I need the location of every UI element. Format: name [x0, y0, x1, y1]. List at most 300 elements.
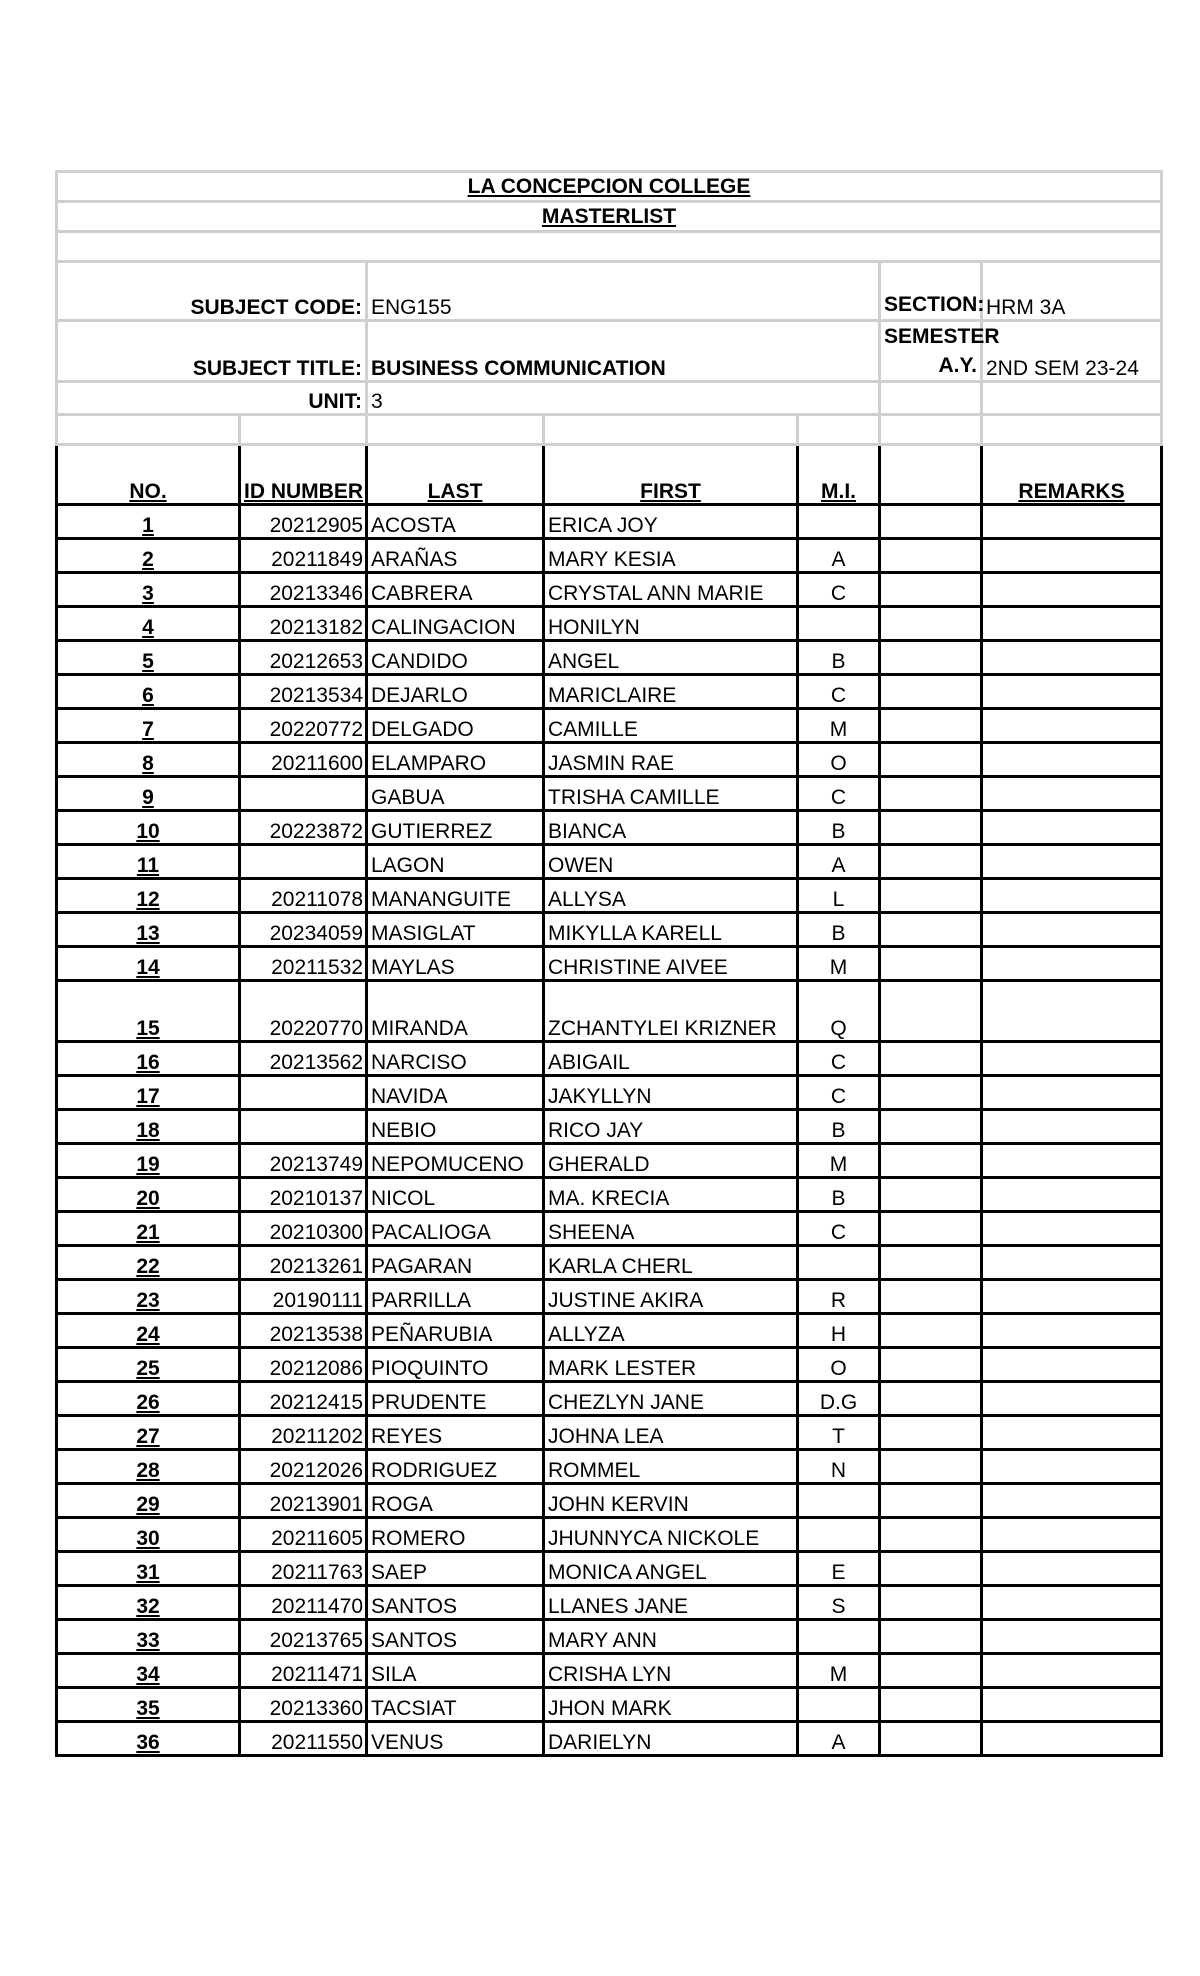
- middle-initial-cell: [798, 1484, 880, 1518]
- id-number-cell: [240, 845, 367, 879]
- id-number-cell: 20211600: [240, 743, 367, 777]
- unit-value: 3: [367, 382, 880, 415]
- table-row: [57, 743, 1162, 777]
- table-row: [57, 1348, 1162, 1382]
- last-name-cell: MANANGUITE: [367, 879, 544, 913]
- last-name-cell: MIRANDA: [367, 981, 544, 1042]
- id-number-cell: 20213261: [240, 1246, 367, 1280]
- blank-cell: [880, 913, 982, 947]
- middle-initial-cell: D.G: [798, 1382, 880, 1416]
- first-name-cell: ANGEL: [544, 641, 798, 675]
- id-number-cell: 20213360: [240, 1688, 367, 1722]
- table-row: [57, 1450, 1162, 1484]
- last-name-cell: LAGON: [367, 845, 544, 879]
- middle-initial-cell: A: [798, 845, 880, 879]
- last-name-cell: MAYLAS: [367, 947, 544, 981]
- first-name-cell: JAKYLLYN: [544, 1076, 798, 1110]
- remarks-cell: [982, 1110, 1162, 1144]
- last-name-cell: SANTOS: [367, 1620, 544, 1654]
- empty-cell: [982, 415, 1162, 445]
- last-name-cell: NICOL: [367, 1178, 544, 1212]
- empty-cell: [880, 415, 982, 445]
- middle-initial-cell: B: [798, 1178, 880, 1212]
- remarks-cell: [982, 1178, 1162, 1212]
- id-number-cell: [240, 1076, 367, 1110]
- first-name-cell: JOHNA LEA: [544, 1416, 798, 1450]
- remarks-cell: [982, 607, 1162, 641]
- remarks-cell: [982, 1212, 1162, 1246]
- remarks-cell: [982, 1246, 1162, 1280]
- first-name-cell: CHRISTINE AIVEE: [544, 947, 798, 981]
- last-name-cell: SANTOS: [367, 1586, 544, 1620]
- first-name-cell: SHEENA: [544, 1212, 798, 1246]
- table-row: [57, 1110, 1162, 1144]
- blank-cell: [880, 879, 982, 913]
- first-name-cell: ZCHANTYLEI KRIZNER: [544, 981, 798, 1042]
- row-number: 8: [57, 743, 240, 777]
- remarks-cell: [982, 1144, 1162, 1178]
- remarks-cell: [982, 981, 1162, 1042]
- id-number-cell: 20211763: [240, 1552, 367, 1586]
- blank-cell: [880, 1654, 982, 1688]
- row-number: 19: [57, 1144, 240, 1178]
- remarks-cell: [982, 505, 1162, 539]
- last-name-cell: RODRIGUEZ: [367, 1450, 544, 1484]
- first-name-cell: JUSTINE AKIRA: [544, 1280, 798, 1314]
- row-number: 22: [57, 1246, 240, 1280]
- table-row: [57, 1382, 1162, 1416]
- first-name-cell: TRISHA CAMILLE: [544, 777, 798, 811]
- last-name-cell: GUTIERREZ: [367, 811, 544, 845]
- first-name-cell: GHERALD: [544, 1144, 798, 1178]
- last-name-cell: DELGADO: [367, 709, 544, 743]
- id-number-cell: 20213346: [240, 573, 367, 607]
- middle-initial-cell: C: [798, 675, 880, 709]
- middle-initial-cell: C: [798, 573, 880, 607]
- empty-cell: [880, 382, 982, 415]
- first-name-cell: JASMIN RAE: [544, 743, 798, 777]
- middle-initial-cell: [798, 505, 880, 539]
- id-number-cell: [240, 777, 367, 811]
- blank-cell: [880, 1484, 982, 1518]
- blank-cell: [880, 1688, 982, 1722]
- first-name-cell: JHON MARK: [544, 1688, 798, 1722]
- row-number: 29: [57, 1484, 240, 1518]
- last-name-cell: PEÑARUBIA: [367, 1314, 544, 1348]
- first-name-cell: MARY KESIA: [544, 539, 798, 573]
- middle-initial-cell: Q: [798, 981, 880, 1042]
- last-name-cell: NARCISO: [367, 1042, 544, 1076]
- remarks-cell: [982, 1076, 1162, 1110]
- last-name-cell: SAEP: [367, 1552, 544, 1586]
- blank-cell: [880, 641, 982, 675]
- col-header-last: LAST: [367, 445, 544, 505]
- empty-cell: [367, 415, 544, 445]
- subject-code-label: SUBJECT CODE:: [57, 262, 367, 321]
- row-number: 15: [57, 981, 240, 1042]
- subject-title-value: BUSINESS COMMUNICATION: [367, 321, 880, 382]
- table-row: [57, 1076, 1162, 1110]
- id-number-cell: 20211550: [240, 1722, 367, 1756]
- blank-cell: [880, 1144, 982, 1178]
- student-list: [57, 445, 1162, 1756]
- blank-cell: [880, 777, 982, 811]
- blank-cell: [880, 1110, 982, 1144]
- row-number: 28: [57, 1450, 240, 1484]
- id-number-cell: 20212905: [240, 505, 367, 539]
- blank-cell: [880, 811, 982, 845]
- first-name-cell: HONILYN: [544, 607, 798, 641]
- row-number: 32: [57, 1586, 240, 1620]
- row-number: 14: [57, 947, 240, 981]
- row-number: 18: [57, 1110, 240, 1144]
- row-number: 27: [57, 1416, 240, 1450]
- col-header-id-number: ID NUMBER: [240, 445, 367, 505]
- first-name-cell: MARK LESTER: [544, 1348, 798, 1382]
- first-name-cell: MARICLAIRE: [544, 675, 798, 709]
- middle-initial-cell: B: [798, 641, 880, 675]
- table-row: [57, 811, 1162, 845]
- middle-initial-cell: L: [798, 879, 880, 913]
- last-name-cell: SILA: [367, 1654, 544, 1688]
- table-row: [57, 1620, 1162, 1654]
- remarks-cell: [982, 1280, 1162, 1314]
- table-row: [57, 1280, 1162, 1314]
- last-name-cell: PRUDENTE: [367, 1382, 544, 1416]
- id-number-cell: 20213562: [240, 1042, 367, 1076]
- first-name-cell: CRYSTAL ANN MARIE: [544, 573, 798, 607]
- col-header-mi: M.I.: [798, 445, 880, 505]
- middle-initial-cell: B: [798, 811, 880, 845]
- remarks-cell: [982, 879, 1162, 913]
- blank-cell: [880, 1314, 982, 1348]
- middle-initial-cell: [798, 607, 880, 641]
- id-number-cell: 20211605: [240, 1518, 367, 1552]
- first-name-cell: MONICA ANGEL: [544, 1552, 798, 1586]
- row-number: 12: [57, 879, 240, 913]
- id-number-cell: 20213901: [240, 1484, 367, 1518]
- row-number: 31: [57, 1552, 240, 1586]
- middle-initial-cell: [798, 1246, 880, 1280]
- middle-initial-cell: A: [798, 1722, 880, 1756]
- semester-value: 2ND SEM 23-24: [982, 321, 1162, 382]
- table-row: [57, 1722, 1162, 1756]
- row-number: 34: [57, 1654, 240, 1688]
- remarks-cell: [982, 1382, 1162, 1416]
- semester-label: SEMESTER A.Y.: [880, 321, 982, 382]
- remarks-cell: [982, 1586, 1162, 1620]
- table-row: [57, 573, 1162, 607]
- remarks-cell: [982, 743, 1162, 777]
- remarks-cell: [982, 947, 1162, 981]
- blank-cell: [880, 1416, 982, 1450]
- unit-label: UNIT:: [57, 382, 367, 415]
- blank-cell: [880, 539, 982, 573]
- blank-cell: [880, 1280, 982, 1314]
- remarks-cell: [982, 1450, 1162, 1484]
- last-name-cell: ROMERO: [367, 1518, 544, 1552]
- middle-initial-cell: [798, 1620, 880, 1654]
- remarks-cell: [982, 539, 1162, 573]
- row-number: 16: [57, 1042, 240, 1076]
- last-name-cell: CALINGACION: [367, 607, 544, 641]
- blank-cell: [880, 1042, 982, 1076]
- blank-cell: [880, 1552, 982, 1586]
- middle-initial-cell: O: [798, 743, 880, 777]
- row-number: 2: [57, 539, 240, 573]
- first-name-cell: MA. KRECIA: [544, 1178, 798, 1212]
- remarks-cell: [982, 913, 1162, 947]
- blank-cell: [880, 947, 982, 981]
- middle-initial-cell: C: [798, 1076, 880, 1110]
- table-row: [57, 539, 1162, 573]
- col-header-blank: [880, 445, 982, 505]
- row-number: 21: [57, 1212, 240, 1246]
- empty-cell: [798, 415, 880, 445]
- table-row: [57, 1178, 1162, 1212]
- last-name-cell: DEJARLO: [367, 675, 544, 709]
- row-number: 13: [57, 913, 240, 947]
- table-row: [57, 947, 1162, 981]
- last-name-cell: NAVIDA: [367, 1076, 544, 1110]
- middle-initial-cell: C: [798, 1212, 880, 1246]
- row-number: 7: [57, 709, 240, 743]
- column-header-row: [57, 445, 1162, 505]
- id-number-cell: 20234059: [240, 913, 367, 947]
- first-name-cell: ABIGAIL: [544, 1042, 798, 1076]
- remarks-cell: [982, 1620, 1162, 1654]
- row-number: 6: [57, 675, 240, 709]
- id-number-cell: 20190111: [240, 1280, 367, 1314]
- blank-cell: [880, 573, 982, 607]
- blank-cell: [880, 1620, 982, 1654]
- table-row: [57, 1416, 1162, 1450]
- middle-initial-cell: [798, 1688, 880, 1722]
- last-name-cell: REYES: [367, 1416, 544, 1450]
- blank-cell: [880, 1722, 982, 1756]
- row-number: 35: [57, 1688, 240, 1722]
- remarks-cell: [982, 1688, 1162, 1722]
- id-number-cell: 20213534: [240, 675, 367, 709]
- middle-initial-cell: C: [798, 1042, 880, 1076]
- row-number: 17: [57, 1076, 240, 1110]
- last-name-cell: TACSIAT: [367, 1688, 544, 1722]
- empty-cell: [240, 415, 367, 445]
- document-title: MASTERLIST: [57, 202, 1162, 232]
- middle-initial-cell: M: [798, 709, 880, 743]
- blank-cell: [880, 1246, 982, 1280]
- section-value: HRM 3A: [982, 262, 1162, 321]
- row-number: 10: [57, 811, 240, 845]
- id-number-cell: 20220770: [240, 981, 367, 1042]
- id-number-cell: 20210300: [240, 1212, 367, 1246]
- blank-cell: [880, 1382, 982, 1416]
- remarks-cell: [982, 675, 1162, 709]
- table-row: [57, 1552, 1162, 1586]
- middle-initial-cell: R: [798, 1280, 880, 1314]
- id-number-cell: 20211849: [240, 539, 367, 573]
- blank-cell: [880, 1212, 982, 1246]
- middle-initial-cell: B: [798, 1110, 880, 1144]
- remarks-cell: [982, 1348, 1162, 1382]
- col-header-remarks: REMARKS: [982, 445, 1162, 505]
- table-row: [57, 1654, 1162, 1688]
- first-name-cell: DARIELYN: [544, 1722, 798, 1756]
- last-name-cell: ARAÑAS: [367, 539, 544, 573]
- table-row: [57, 913, 1162, 947]
- table-row: [57, 1586, 1162, 1620]
- blank-cell: [880, 675, 982, 709]
- row-number: 5: [57, 641, 240, 675]
- blank-cell: [880, 709, 982, 743]
- remarks-cell: [982, 641, 1162, 675]
- table-row: [57, 1212, 1162, 1246]
- first-name-cell: ROMMEL: [544, 1450, 798, 1484]
- last-name-cell: PIOQUINTO: [367, 1348, 544, 1382]
- table-row: [57, 709, 1162, 743]
- id-number-cell: 20212415: [240, 1382, 367, 1416]
- blank-cell: [880, 505, 982, 539]
- table-row: [57, 1144, 1162, 1178]
- blank-cell: [880, 845, 982, 879]
- empty-cell: [57, 415, 240, 445]
- id-number-cell: 20211471: [240, 1654, 367, 1688]
- first-name-cell: CRISHA LYN: [544, 1654, 798, 1688]
- id-number-cell: 20213182: [240, 607, 367, 641]
- table-row: [57, 879, 1162, 913]
- table-row: [57, 505, 1162, 539]
- row-number: 4: [57, 607, 240, 641]
- row-number: 33: [57, 1620, 240, 1654]
- last-name-cell: ROGA: [367, 1484, 544, 1518]
- id-number-cell: 20212086: [240, 1348, 367, 1382]
- col-header-no: NO.: [57, 445, 240, 505]
- subject-title-label: SUBJECT TITLE:: [57, 321, 367, 382]
- last-name-cell: GABUA: [367, 777, 544, 811]
- middle-initial-cell: M: [798, 1654, 880, 1688]
- table-row: [57, 1518, 1162, 1552]
- first-name-cell: CHEZLYN JANE: [544, 1382, 798, 1416]
- table-row: [57, 981, 1162, 1042]
- row-number: 30: [57, 1518, 240, 1552]
- first-name-cell: ERICA JOY: [544, 505, 798, 539]
- blank-cell: [880, 607, 982, 641]
- id-number-cell: 20211532: [240, 947, 367, 981]
- id-number-cell: 20223872: [240, 811, 367, 845]
- blank-cell: [880, 981, 982, 1042]
- row-number: 20: [57, 1178, 240, 1212]
- first-name-cell: JOHN KERVIN: [544, 1484, 798, 1518]
- first-name-cell: ALLYZA: [544, 1314, 798, 1348]
- last-name-cell: MASIGLAT: [367, 913, 544, 947]
- row-number: 36: [57, 1722, 240, 1756]
- table-row: [57, 641, 1162, 675]
- remarks-cell: [982, 1416, 1162, 1450]
- middle-initial-cell: N: [798, 1450, 880, 1484]
- remarks-cell: [982, 1518, 1162, 1552]
- id-number-cell: 20210137: [240, 1178, 367, 1212]
- section-label: SECTION:: [880, 262, 982, 321]
- college-name: LA CONCEPCION COLLEGE: [57, 172, 1162, 202]
- empty-cell: [544, 415, 798, 445]
- empty-cell: [982, 382, 1162, 415]
- middle-initial-cell: [798, 1518, 880, 1552]
- blank-cell: [880, 1518, 982, 1552]
- row-number: 3: [57, 573, 240, 607]
- table-row: [57, 675, 1162, 709]
- first-name-cell: OWEN: [544, 845, 798, 879]
- row-number: 1: [57, 505, 240, 539]
- first-name-cell: RICO JAY: [544, 1110, 798, 1144]
- blank-cell: [880, 1348, 982, 1382]
- row-number: 23: [57, 1280, 240, 1314]
- sheet-header: [57, 172, 1162, 445]
- first-name-cell: BIANCA: [544, 811, 798, 845]
- id-number-cell: 20213765: [240, 1620, 367, 1654]
- remarks-cell: [982, 1042, 1162, 1076]
- spacer-row: [57, 232, 1162, 262]
- row-number: 24: [57, 1314, 240, 1348]
- remarks-cell: [982, 573, 1162, 607]
- id-number-cell: 20213538: [240, 1314, 367, 1348]
- last-name-cell: CANDIDO: [367, 641, 544, 675]
- last-name-cell: CABRERA: [367, 573, 544, 607]
- col-header-first: FIRST: [544, 445, 798, 505]
- remarks-cell: [982, 811, 1162, 845]
- first-name-cell: MARY ANN: [544, 1620, 798, 1654]
- last-name-cell: NEPOMUCENO: [367, 1144, 544, 1178]
- middle-initial-cell: A: [798, 539, 880, 573]
- row-number: 26: [57, 1382, 240, 1416]
- table-row: [57, 1688, 1162, 1722]
- last-name-cell: NEBIO: [367, 1110, 544, 1144]
- id-number-cell: 20212026: [240, 1450, 367, 1484]
- middle-initial-cell: C: [798, 777, 880, 811]
- first-name-cell: CAMILLE: [544, 709, 798, 743]
- middle-initial-cell: M: [798, 947, 880, 981]
- id-number-cell: 20212653: [240, 641, 367, 675]
- id-number-cell: 20213749: [240, 1144, 367, 1178]
- blank-cell: [880, 1586, 982, 1620]
- last-name-cell: VENUS: [367, 1722, 544, 1756]
- table-row: [57, 1042, 1162, 1076]
- remarks-cell: [982, 1722, 1162, 1756]
- middle-initial-cell: O: [798, 1348, 880, 1382]
- remarks-cell: [982, 709, 1162, 743]
- blank-cell: [880, 1178, 982, 1212]
- remarks-cell: [982, 1314, 1162, 1348]
- remarks-cell: [982, 1552, 1162, 1586]
- id-number-cell: 20211470: [240, 1586, 367, 1620]
- row-number: 9: [57, 777, 240, 811]
- id-number-cell: 20211202: [240, 1416, 367, 1450]
- middle-initial-cell: S: [798, 1586, 880, 1620]
- id-number-cell: 20220772: [240, 709, 367, 743]
- first-name-cell: ALLYSA: [544, 879, 798, 913]
- last-name-cell: PACALIOGA: [367, 1212, 544, 1246]
- middle-initial-cell: B: [798, 913, 880, 947]
- table-row: [57, 607, 1162, 641]
- id-number-cell: [240, 1110, 367, 1144]
- last-name-cell: PARRILLA: [367, 1280, 544, 1314]
- first-name-cell: MIKYLLA KARELL: [544, 913, 798, 947]
- middle-initial-cell: H: [798, 1314, 880, 1348]
- middle-initial-cell: E: [798, 1552, 880, 1586]
- blank-cell: [880, 1450, 982, 1484]
- last-name-cell: PAGARAN: [367, 1246, 544, 1280]
- subject-code-value: ENG155: [367, 262, 880, 321]
- table-row: [57, 845, 1162, 879]
